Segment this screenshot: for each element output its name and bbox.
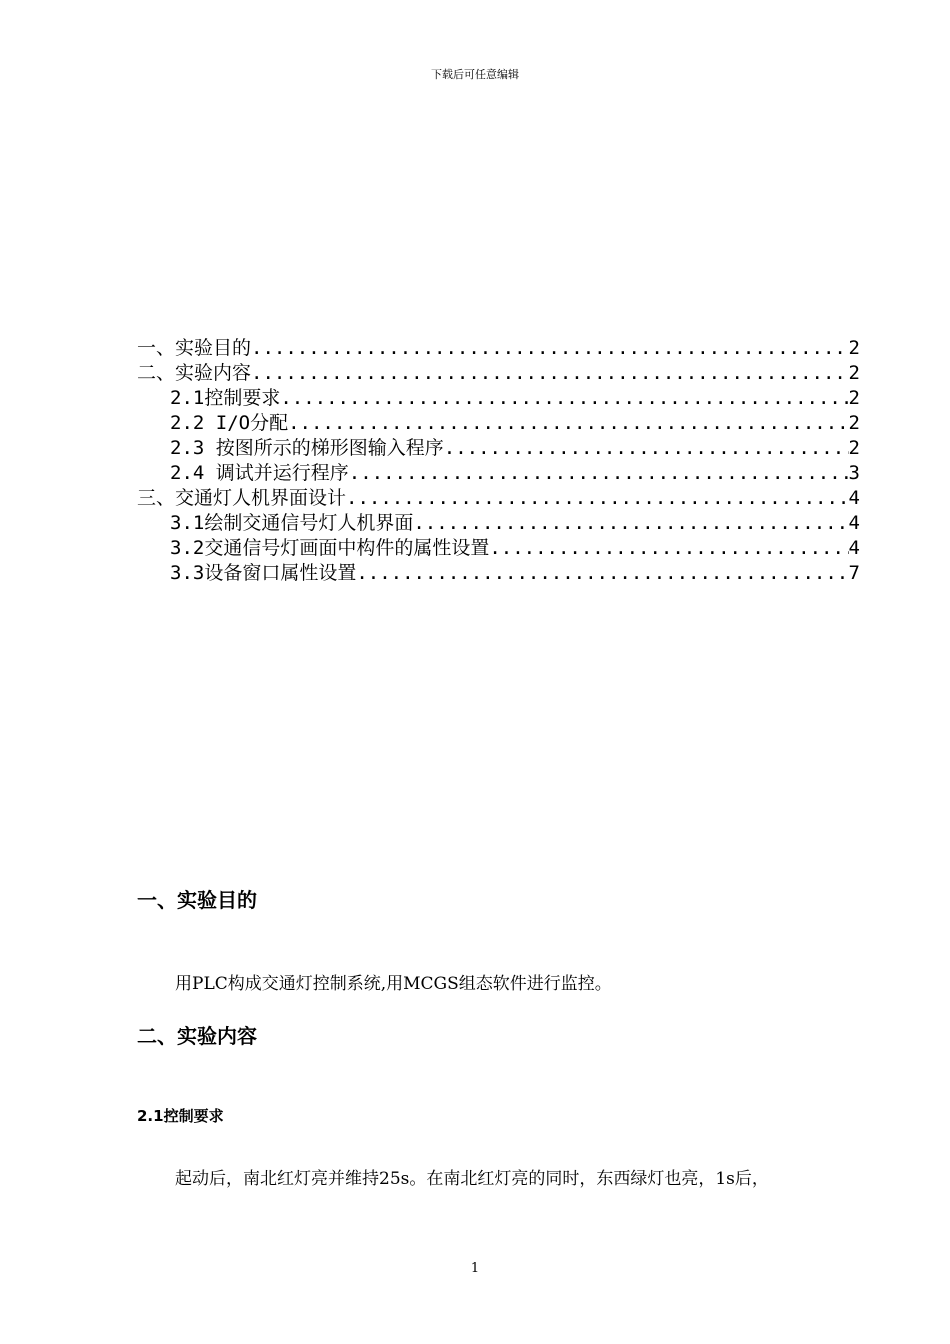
toc-dot-leader <box>251 336 849 361</box>
toc-entry[interactable] <box>137 461 860 486</box>
toc-entry-page: 3 <box>848 462 860 484</box>
toc-dot-leader <box>346 486 849 511</box>
toc-entry-page: 2 <box>848 337 860 359</box>
toc-dot-leader <box>413 511 848 536</box>
toc-entry-page: 2 <box>848 437 860 459</box>
objective-paragraph: 用PLC构成交通灯控制系统,用MCGS组态软件进行监控。 <box>175 974 612 994</box>
toc-entry[interactable] <box>137 511 860 536</box>
toc-entry-title: 2.1控制要求 <box>170 387 281 409</box>
toc-entry-title: 2.3 按图所示的梯形图输入程序 <box>170 437 444 459</box>
toc-entry[interactable] <box>137 561 860 586</box>
toc-entry[interactable] <box>137 336 860 361</box>
toc-entry[interactable] <box>137 361 860 386</box>
subsection-heading-control-requirements: 2.1控制要求 <box>137 1107 224 1125</box>
toc-entry[interactable] <box>137 386 860 411</box>
toc-dot-leader <box>444 436 849 461</box>
toc-dot-leader <box>280 386 848 411</box>
toc-entry[interactable] <box>137 411 860 436</box>
page-number: 1 <box>470 1261 480 1276</box>
toc-dot-leader <box>349 461 849 486</box>
toc-entry-title: 2.2 I/O分配 <box>170 412 289 434</box>
toc-entry-page: 4 <box>848 537 860 559</box>
toc-dot-leader <box>489 536 848 561</box>
toc-entry[interactable] <box>137 536 860 561</box>
toc-entry-page: 2 <box>848 387 860 409</box>
toc-dot-leader <box>251 361 849 386</box>
table-of-contents <box>137 336 860 586</box>
toc-entry-page: 4 <box>848 512 860 534</box>
toc-entry-title: 3.2交通信号灯画面中构件的属性设置 <box>170 537 490 559</box>
toc-entry-page: 2 <box>848 362 860 384</box>
control-requirements-paragraph: 起动后，南北红灯亮并维持25s。在南北红灯亮的同时，东西绿灯也亮，1s后， <box>175 1169 769 1189</box>
toc-entry-page: 7 <box>848 562 860 584</box>
toc-entry-title: 3.3设备窗口属性设置 <box>170 562 357 584</box>
toc-entry-title: 三、交通灯人机界面设计 <box>137 487 347 509</box>
toc-entry-title: 2.4 调试并运行程序 <box>170 462 349 484</box>
toc-entry-page: 2 <box>848 412 860 434</box>
toc-dot-leader <box>356 561 848 586</box>
toc-entry-title: 一、实验目的 <box>137 337 252 359</box>
toc-entry-title: 二、实验内容 <box>137 362 252 384</box>
page-header: 下载后可任意编辑 <box>431 68 519 81</box>
toc-entry[interactable] <box>137 486 860 511</box>
section-heading-objective: 一、实验目的 <box>137 888 257 912</box>
toc-entry-title: 3.1绘制交通信号灯人机界面 <box>170 512 414 534</box>
toc-entry[interactable] <box>137 436 860 461</box>
section-heading-content: 二、实验内容 <box>137 1024 257 1048</box>
toc-dot-leader <box>288 411 848 436</box>
toc-entry-page: 4 <box>848 487 860 509</box>
